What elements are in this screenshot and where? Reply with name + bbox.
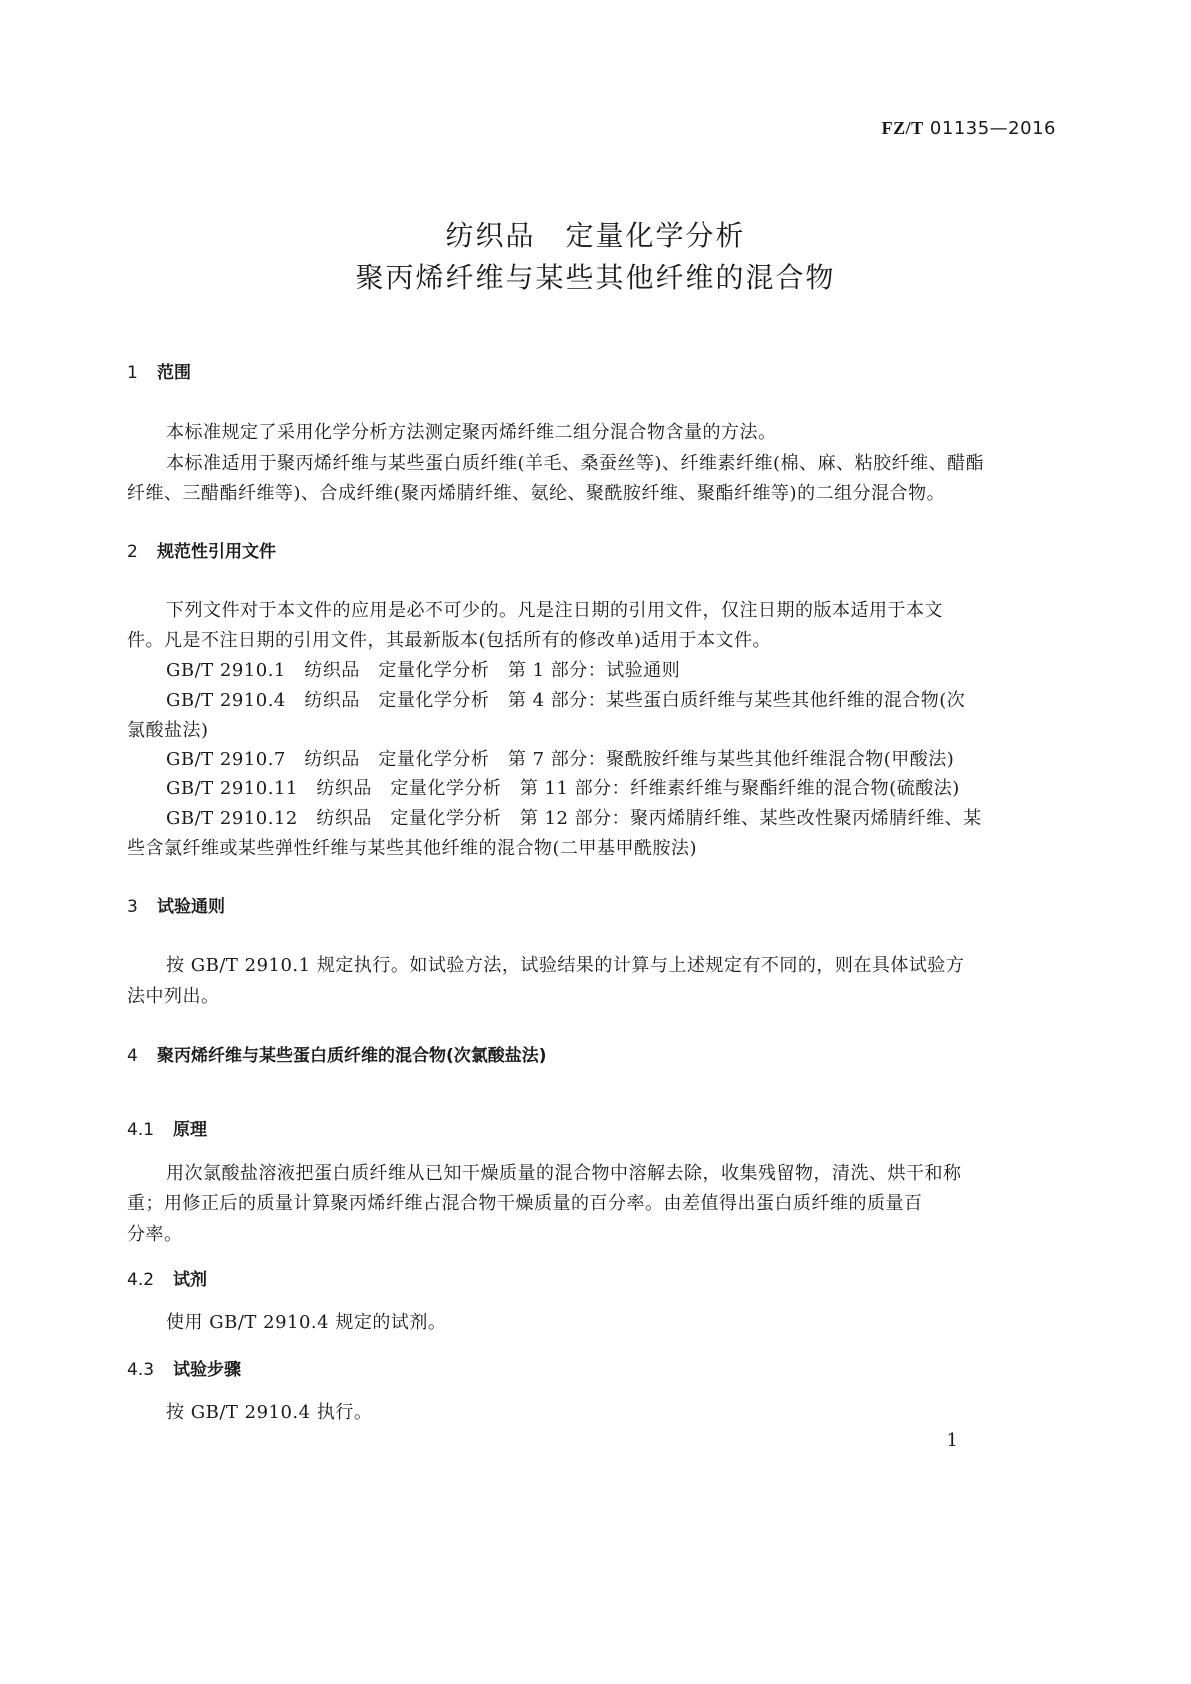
section-3-heading — [127, 892, 225, 917]
section-title: 试验步骤 — [173, 1360, 241, 1380]
paragraph-line: 件。凡是不注日期的引用文件，其最新版本(包括所有的修改单)适用于本文件。 — [127, 630, 772, 651]
section-title: 范围 — [157, 363, 191, 383]
section-number: 4.2 — [127, 1270, 155, 1290]
section-4-2-heading — [127, 1265, 207, 1290]
paragraph-line: 按 GB/T 2910.4 执行。 — [166, 1402, 373, 1423]
paragraph-line: 重；用修正后的质量计算聚丙烯纤维占混合物干燥质量的百分率。由差值得出蛋白质纤维的质量百 — [127, 1193, 923, 1214]
paragraph-line: 本标准适用于聚丙烯纤维与某些蛋白质纤维(羊毛、桑蚕丝等)、纤维素纤维(棉、麻、粘胶纤维、醋酯 — [166, 453, 985, 474]
reference-item: GB/T 2910.12 纺织品 定量化学分析 第 12 部分：聚丙烯腈纤维、某些改性聚丙烯腈纤维、某 — [166, 808, 982, 829]
section-title: 试剂 — [173, 1270, 207, 1290]
standard-code — [882, 118, 1056, 139]
section-title: 原理 — [173, 1120, 207, 1140]
reference-item-continued: 些含氯纤维或某些弹性纤维与某些其他纤维的混合物(二甲基甲酰胺法) — [127, 838, 698, 859]
paragraph-line: 分率。 — [127, 1224, 183, 1245]
section-4-1-heading — [127, 1115, 207, 1140]
paragraph-line: 按 GB/T 2910.1 规定执行。如试验方法，试验结果的计算与上述规定有不同的，则在具体试验方 — [166, 955, 965, 976]
paragraph-line: 用次氯酸盐溶液把蛋白质纤维从已知干燥质量的混合物中溶解去除，收集残留物，清洗、烘干和称 — [166, 1163, 962, 1184]
section-number: 4.1 — [127, 1120, 155, 1140]
document-title-line-2: 聚丙烯纤维与某些其他纤维的混合物 — [355, 261, 836, 294]
section-title: 聚丙烯纤维与某些蛋白质纤维的混合物(次氯酸盐法) — [157, 1046, 547, 1066]
section-4-3-heading — [127, 1355, 241, 1380]
paragraph-line: 下列文件对于本文件的应用是必不可少的。凡是注日期的引用文件，仅注日期的版本适用于本文 — [166, 600, 943, 621]
section-number: 1 — [127, 363, 138, 383]
page-number: 1 — [946, 1430, 958, 1451]
section-1-heading — [127, 358, 191, 383]
paragraph-line: 法中列出。 — [127, 986, 220, 1007]
reference-item: GB/T 2910.4 纺织品 定量化学分析 第 4 部分：某些蛋白质纤维与某些其他纤维的混合物(次 — [166, 690, 966, 711]
paragraph-line: 使用 GB/T 2910.4 规定的试剂。 — [166, 1312, 447, 1333]
standard-code-prefix: FZ/T — [881, 118, 924, 138]
section-number: 3 — [127, 897, 138, 917]
reference-item: GB/T 2910.7 纺织品 定量化学分析 第 7 部分：聚酰胺纤维与某些其他纤维混合物(甲酸法) — [166, 749, 955, 770]
reference-item: GB/T 2910.1 纺织品 定量化学分析 第 1 部分：试验通则 — [166, 660, 681, 681]
section-4-heading — [127, 1041, 547, 1066]
standard-code-number: 01135—2016 — [929, 118, 1056, 139]
reference-item-continued: 氯酸盐法) — [127, 720, 209, 741]
document-title-line-1: 纺织品 定量化学分析 — [445, 219, 746, 252]
section-number: 4.3 — [127, 1360, 155, 1380]
section-number: 2 — [127, 542, 138, 562]
paragraph-line: 纤维、三醋酯纤维等)、合成纤维(聚丙烯腈纤维、氨纶、聚酰胺纤维、聚酯纤维等)的二组分混合物。 — [127, 483, 946, 504]
section-title: 试验通则 — [157, 897, 225, 917]
paragraph-line: 本标准规定了采用化学分析方法测定聚丙烯纤维二组分混合物含量的方法。 — [166, 422, 777, 443]
reference-item: GB/T 2910.11 纺织品 定量化学分析 第 11 部分：纤维素纤维与聚酯纤维的混合物(硫酸法) — [166, 778, 960, 799]
section-number: 4 — [127, 1046, 138, 1066]
section-2-heading — [127, 537, 276, 562]
section-title: 规范性引用文件 — [157, 542, 276, 562]
